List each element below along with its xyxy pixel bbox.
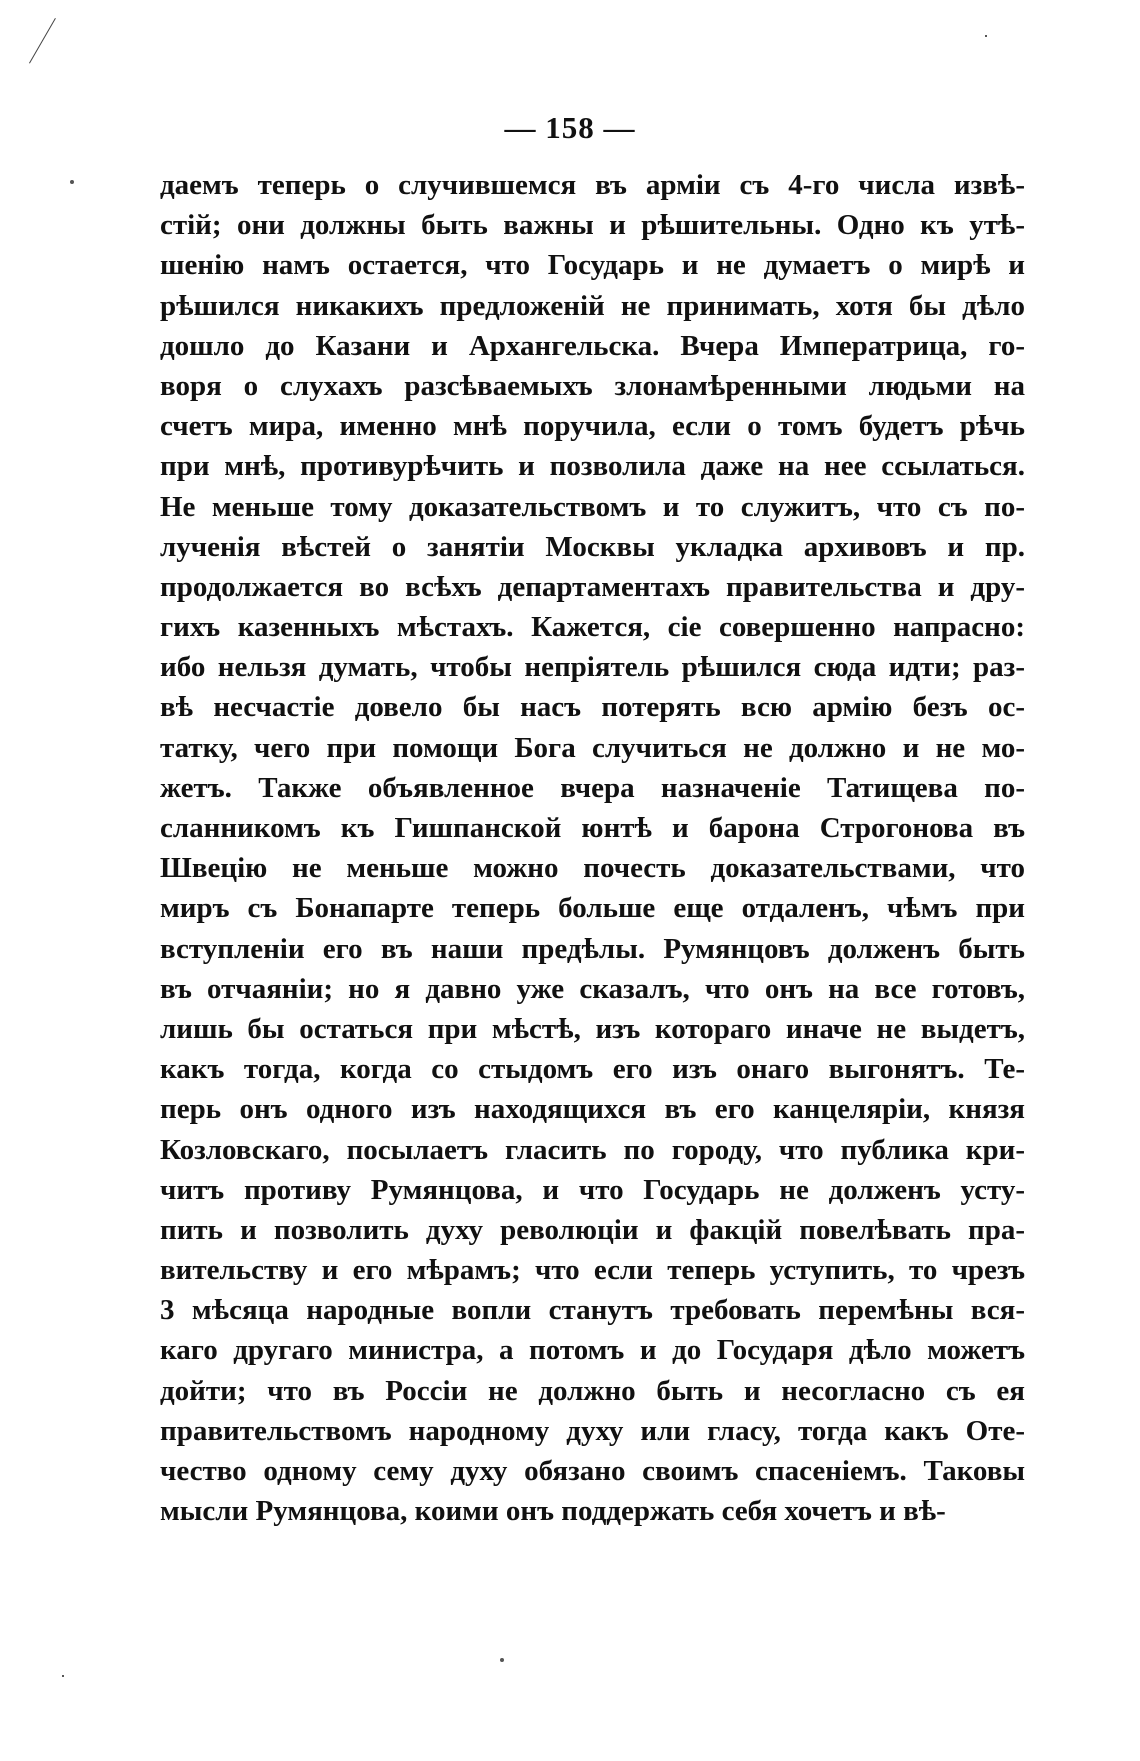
text-line: Швецію не меньше можно почесть доказательствами, что: [160, 852, 1025, 885]
text-line: читъ противу Румянцова, и что Государь не долженъ усту-: [160, 1173, 1025, 1206]
scan-mark: [29, 18, 56, 64]
text-line: въ отчаяніи; но я давно уже сказалъ, что онъ на все готовъ,: [160, 972, 1025, 1005]
text-line: мысли Румянцова, коими онъ поддержать себя хочетъ и вѣ-: [160, 1495, 946, 1528]
text-line: рѣшился никакихъ предложеній не принимать, хотя бы дѣло: [160, 289, 1025, 322]
text-line: перь онъ одного изъ находящихся въ его канцеляріи, князя: [160, 1093, 1025, 1126]
text-line: какъ тогда, когда со стыдомъ его изъ онаго выгонятъ. Те-: [160, 1053, 1025, 1086]
text-line: 3 мѣсяца народные вопли станутъ требовать перемѣны вся-: [160, 1294, 1025, 1327]
text-line: вѣ несчастіе довело бы насъ потерять всю армію безъ ос-: [160, 691, 1025, 724]
text-line: правительствомъ народному духу или гласу, тогда какъ Оте-: [160, 1414, 1025, 1447]
scan-speck: [62, 1675, 64, 1677]
text-line: шенію намъ остается, что Государь и не думаетъ о мирѣ и: [160, 249, 1025, 282]
text-line: сланникомъ къ Гишпанской юнтѣ и барона Строгонова въ: [160, 812, 1025, 844]
scan-speck: [500, 1658, 504, 1662]
page-number: — 158 —: [504, 110, 636, 145]
text-line: миръ съ Бонапарте теперь больше еще отдаленъ, чѣмъ при: [160, 892, 1025, 925]
text-line: татку, чего при помощи Бога случиться не должно и не мо-: [160, 731, 1025, 764]
text-line: пить и позволить духу революціи и факцій повелѣвать пра-: [160, 1213, 1025, 1246]
text-line: вительству и его мѣрамъ; что если теперь уступить, то чрезъ: [160, 1254, 1025, 1287]
text-line: даемъ теперь о случившемся въ арміи съ 4-го числа извѣ-: [160, 169, 1025, 201]
text-line: жетъ. Также объявленное вчера назначеніе Татищева по-: [160, 771, 1025, 804]
text-line: продолжается во всѣхъ департаментахъ правительства и дру-: [160, 570, 1025, 603]
text-line: при мнѣ, противурѣчить и позволила даже на нее ссылаться.: [160, 450, 1025, 483]
text-line: каго другаго министра, а потомъ и до Государя дѣло можетъ: [160, 1334, 1025, 1367]
text-line: чество одному сему духу обязано своимъ спасеніемъ. Таковы: [160, 1455, 1025, 1487]
text-line: гихъ казенныхъ мѣстахъ. Кажется, сіе совершенно напрасно:: [160, 611, 1025, 644]
text-line: стій; они должны быть важны и рѣшительны. Одно къ утѣ-: [160, 209, 1025, 242]
text-line: ибо нельзя думать, чтобы непріятель рѣшился сюда идти; раз-: [160, 651, 1025, 684]
text-line: дойти; что въ Россіи не должно быть и несогласно съ ея: [160, 1374, 1025, 1407]
text-line: Козловскаго, посылаетъ гласить по городу, что публика кри-: [160, 1133, 1025, 1166]
text-line: лученія вѣстей о занятіи Москвы укладка архивовъ и пр.: [160, 530, 1025, 563]
text-line: вступленіи его въ наши предѣлы. Румянцовъ долженъ быть: [160, 932, 1025, 965]
body-text: [160, 165, 1025, 1531]
scan-speck: [70, 180, 74, 184]
text-line: Не меньше тому доказательствомъ и то служитъ, что съ по-: [160, 490, 1025, 523]
scan-speck: [985, 35, 987, 37]
text-line: лишь бы остаться при мѣстѣ, изъ котораго иначе не выдетъ,: [160, 1012, 1025, 1045]
text-line: дошло до Казани и Архангельска. Вчера Императрица, го-: [160, 329, 1025, 362]
text-line: воря о слухахъ разсѣваемыхъ злонамѣренными людьми на: [160, 369, 1025, 402]
text-line: счетъ мира, именно мнѣ поручила, если о томъ будетъ рѣчь: [160, 410, 1025, 443]
